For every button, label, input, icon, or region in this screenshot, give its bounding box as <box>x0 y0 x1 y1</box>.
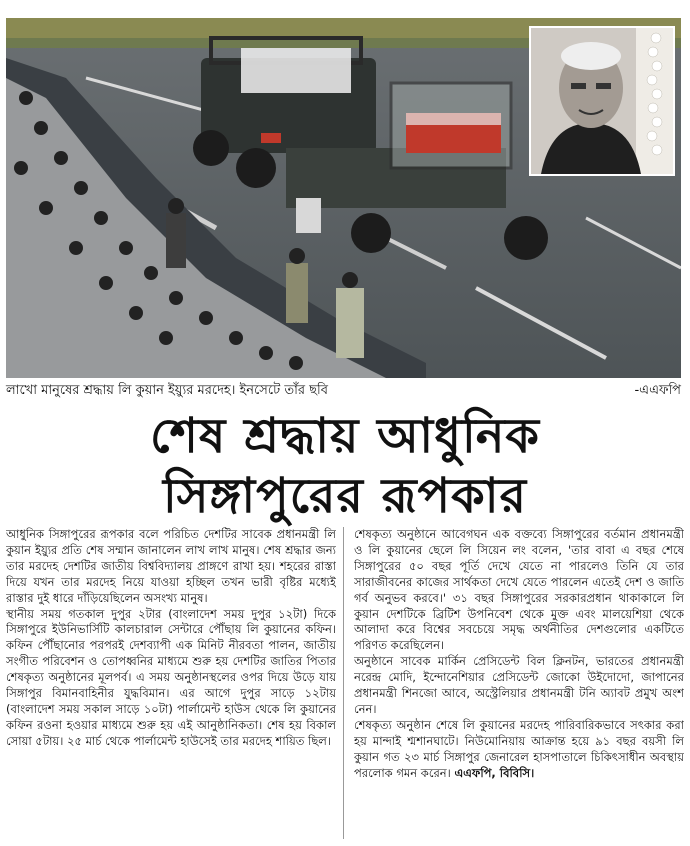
photo-caption: লাখো মানুষের শ্রদ্ধায় লি কুয়ান ইয়্যুর মরদেহ। ইনসেটে তাঁর ছবি <box>6 383 328 398</box>
article-paragraph: শেষকৃত্য অনুষ্ঠানে আবেগঘন এক বক্তব্যে সিঙ্গাপুরের বর্তমান প্রধানমন্ত্রী ও লি কুয়ানের ছেলে লি সিয়েন লং বলেন, 'তার বাবা এ বছর শেষে সিঙ্গাপুরের ৫০ বছর পূর্তি দেখে যেতে না পারলেও তিনি যে তার সারাজীবনের কাজের সার্থকতা দেখে যেতে পারলেন এতেই দেশ ও জাতি গর্ব অনুভব করবে।' ৩১ বছর সিঙ্গাপুরের সরকারপ্রধান থাকাকালে লি কুয়ান দেশটিকে ব্রিটিশ উপনিবেশ থেকে মুক্ত এবং মালয়েশিয়া থেকে আলাদা করে বিশ্বের সবচেয়ে সমৃদ্ধ অর্থনীতির দেশগুলোর একটিতে পরিণত করেছিলেন। <box>354 527 684 653</box>
article-paragraph: অনুষ্ঠানে সাবেক মার্কিন প্রেসিডেন্ট বিল ক্লিনটন, ভারতের প্রধানমন্ত্রী নরেন্দ্র মোদি, ইন্দোনেশিয়ার প্রেসিডেন্ট জোকো উইদোদো, জাপানের প্রধানমন্ত্রী শিনজো আবে, অস্ট্রেলিয়ার প্রধানমন্ত্রী টনি অ্যাবট প্রমুখ অংশ নেন। <box>354 654 684 716</box>
article-paragraph-last <box>354 718 684 782</box>
headline-line-1: শেষ শ্রদ্ধায় আধুনিক <box>150 408 540 464</box>
article-paragraph: আধুনিক সিঙ্গাপুরের রূপকার বলে পরিচিত দেশটির সাবেক প্রধানমন্ত্রী লি কুয়ান ইয়্যুর প্রতি শেষ সম্মান জানালেন লাখ লাখ মানুষ। শেষ শ্রদ্ধার জন্য তার মরদেহ দেশটির জাতীয় বিশ্ববিদ্যালয় প্রাঙ্গণে রাখা হয়। শহরের রাস্তা দিয়ে যখন তার মরদেহ নিয়ে যাওয়া হচ্ছিল তখন ভারী বৃষ্টির মধ্যেই রাস্তার দুই ধারে দাঁড়িয়েছিলেন অসংখ্য মানুষ। <box>6 527 336 605</box>
article-column-right <box>354 527 684 842</box>
article-byline: এএফপি, বিবিসি। <box>454 765 535 780</box>
column-divider <box>343 527 344 839</box>
headline <box>0 406 690 526</box>
headline-line-2: সিঙ্গাপুরের রূপকার <box>162 468 528 524</box>
photo-caption-row <box>6 380 681 402</box>
photo-credit: -এএফপি <box>634 383 681 398</box>
news-photo <box>6 18 681 378</box>
article-paragraph-text: শেষকৃত্য অনুষ্ঠান শেষে লি কুয়ানের মরদেহ পারিবারিকভাবে সৎকার করা হয় মান্দাই শ্মশানঘাটে। নিউমোনিয়ায় আক্রান্ত হয়ে ৯১ বছর বয়সী লি কুয়ান গত ২৩ মার্চ সিঙ্গাপুর জেনারেল হাসপাতালে চিকিৎসাধীন অবস্থায় পরলোক গমন করেন। <box>354 717 684 780</box>
article-paragraph: স্থানীয় সময় গতকাল দুপুর ২টার (বাংলাদেশ সময় দুপুর ১২টা) দিকে সিঙ্গাপুরে ইউনিভার্সিটি কালচারাল সেন্টারে পৌঁছায় লি কুয়ানের কফিন। কফিন পৌঁছানোর পরপরই দেশব্যাপী এক মিনিট নীরবতা পালন, জাতীয় সংগীত পরিবেশন ও তোপধ্বনির মাধ্যমে শুরু হয় দেশটির জাতির পিতার শেষকৃত্য অনুষ্ঠানের মূলপর্ব। এ সময় অনুষ্ঠানস্থলের ওপর দিয়ে উড়ে যায় সিঙ্গাপুর বিমানবাহিনীর যুদ্ধবিমান। এর আগে দুপুর সাড়ে ১২টায় (বাংলাদেশ সময় সকাল সাড়ে ১০টা) পার্লামেন্ট হাউস থেকে লি কুয়ানের কফিন রওনা হওয়ার মাধ্যমে শুরু হয় এই আনুষ্ঠানিকতা। শেষ হয় বিকাল সোয়া ৫টায়। ২৫ মার্চ থেকে পার্লামেন্ট হাউসেই তার মরদেহ শায়িত ছিল। <box>6 606 336 748</box>
article-column-left <box>6 527 336 842</box>
inset-portrait <box>529 26 675 176</box>
portrait-image <box>531 28 673 174</box>
